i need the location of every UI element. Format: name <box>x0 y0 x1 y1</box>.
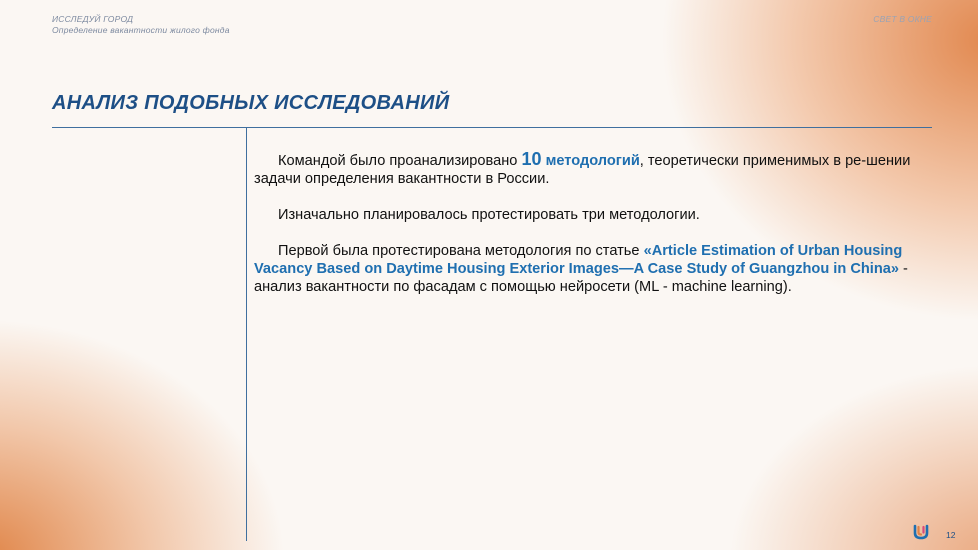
header-left <box>52 14 230 36</box>
vertical-divider <box>246 127 247 541</box>
paragraph-2: Изначально планировалось протестировать три методологии. <box>278 207 700 223</box>
paragraph-1 <box>254 150 922 188</box>
header-project: ИССЛЕДУЙ ГОРОД <box>52 14 134 24</box>
content-body <box>254 150 922 314</box>
u-logo-icon <box>913 524 929 540</box>
p1-text-a: Командой было проанализировано <box>278 153 522 169</box>
header-subtitle: Определение вакантности жилого фонда <box>52 25 230 35</box>
p3-text-a: Первой была протестирована методология по статье <box>278 243 644 259</box>
horizontal-divider <box>52 127 932 128</box>
p3-text-b: - анализ вакантности по фасадам с помощью нейросети (ML - machine learning). <box>254 261 908 295</box>
methodology-count: 10 <box>521 149 542 169</box>
slide-title: АНАЛИЗ ПОДОБНЫХ ИССЛЕДОВАНИЙ <box>52 92 450 114</box>
article-title: «Article Estimation of Urban Housing Vacancy Based on Daytime Housing Exterior Images—A Case Study of Guangzhou in China» <box>254 243 903 277</box>
page-number: 12 <box>946 530 956 540</box>
header-right: СВЕТ В ОКНЕ <box>873 14 932 24</box>
paragraph-3 <box>254 242 922 296</box>
methodology-word: методологий <box>541 153 640 169</box>
p1-text-b: , теоретически применимых в ре-шении задачи определения вакантности в России. <box>254 153 911 187</box>
